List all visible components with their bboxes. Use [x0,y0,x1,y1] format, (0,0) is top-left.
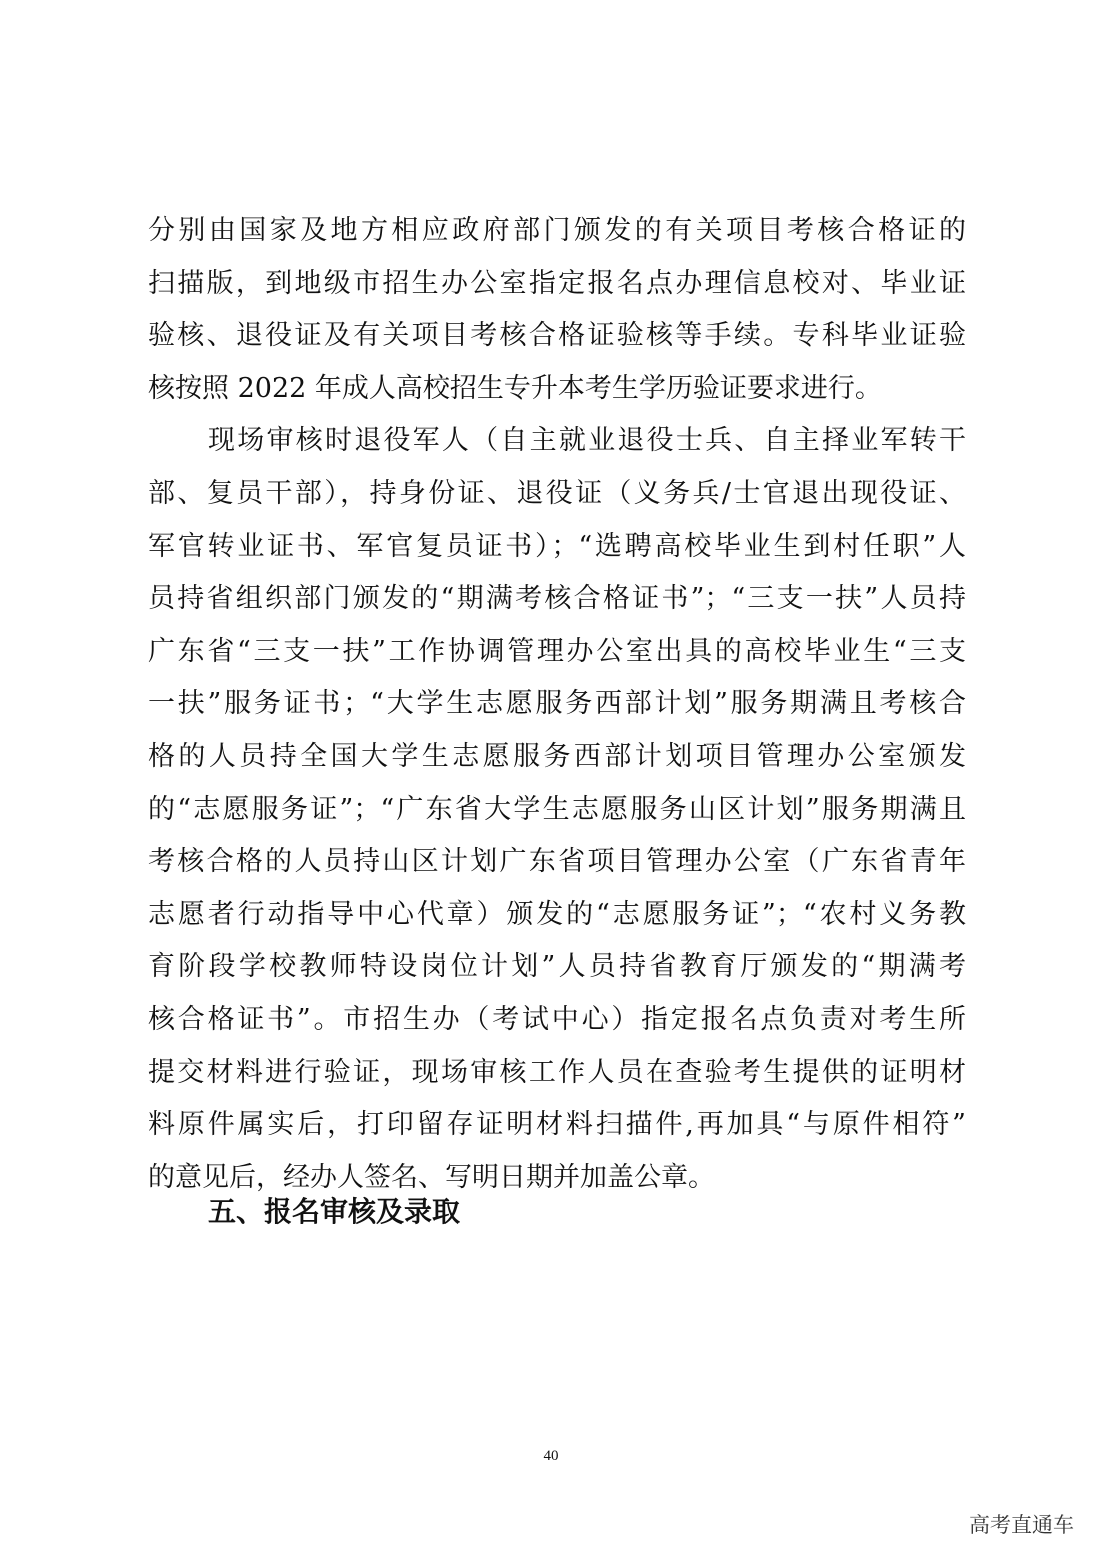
section-heading: 五、报名审核及录取 [208,1195,461,1228]
paragraph-line: 员持省组织部门颁发的“期满考核合格证书”；“三支一扶”人员持 [148,583,966,615]
paragraph-line: 考核合格的人员持山区计划广东省项目管理办公室（广东省青年 [148,846,966,878]
paragraph-line: 部、复员干部），持身份证、退役证（义务兵/士官退出现役证、 [148,477,966,509]
body-text [148,205,966,1204]
paragraph-line: 料原件属实后，打印留存证明材料扫描件,再加具“与原件相符” [148,1109,966,1141]
paragraph-line: 军官转业证书、军官复员证书）；“选聘高校毕业生到村任职”人 [148,530,966,562]
paragraph-line: 一扶”服务证书；“大学生志愿服务西部计划”服务期满且考核合 [148,688,966,720]
paragraph-line: 提交材料进行验证，现场审核工作人员在查验考生提供的证明材 [148,1056,966,1088]
paragraph-line: 分别由国家及地方相应政府部门颁发的有关项目考核合格证的 [148,215,966,246]
paragraph-line: 现场审核时退役军人（自主就业退役士兵、自主择业军转干 [208,425,966,457]
paragraph-line: 验核、退役证及有关项目考核合格证验核等手续。专科毕业证验 [148,320,966,352]
page-number: 40 [543,1448,559,1464]
paragraph-line: 志愿者行动指导中心代章）颁发的“志愿服务证”；“农村义务教 [148,898,966,930]
paragraph-line: 核按照 2022 年成人高校招生专升本考生学历验证要求进行。 [148,372,882,404]
paragraph-line: 育阶段学校教师特设岗位计划”人员持省教育厅颁发的“期满考 [148,951,966,983]
paragraph-line: 核合格证书”。市招生办（考试中心）指定报名点负责对考生所 [148,1003,966,1035]
watermark-text: 高考直通车 [969,1513,1074,1537]
paragraph-line: 广东省“三支一扶”工作协调管理办公室出具的高校毕业生“三支 [148,635,966,667]
paragraph-line: 的意见后，经办人签名、写明日期并加盖公章。 [148,1161,715,1193]
paragraph-line: 格的人员持全国大学生志愿服务西部计划项目管理办公室颁发 [148,740,966,772]
paragraph-line: 扫描版，到地级市招生办公室指定报名点办理信息校对、毕业证 [148,267,966,299]
paragraph-line: 的“志愿服务证”；“广东省大学生志愿服务山区计划”服务期满且 [148,793,966,825]
